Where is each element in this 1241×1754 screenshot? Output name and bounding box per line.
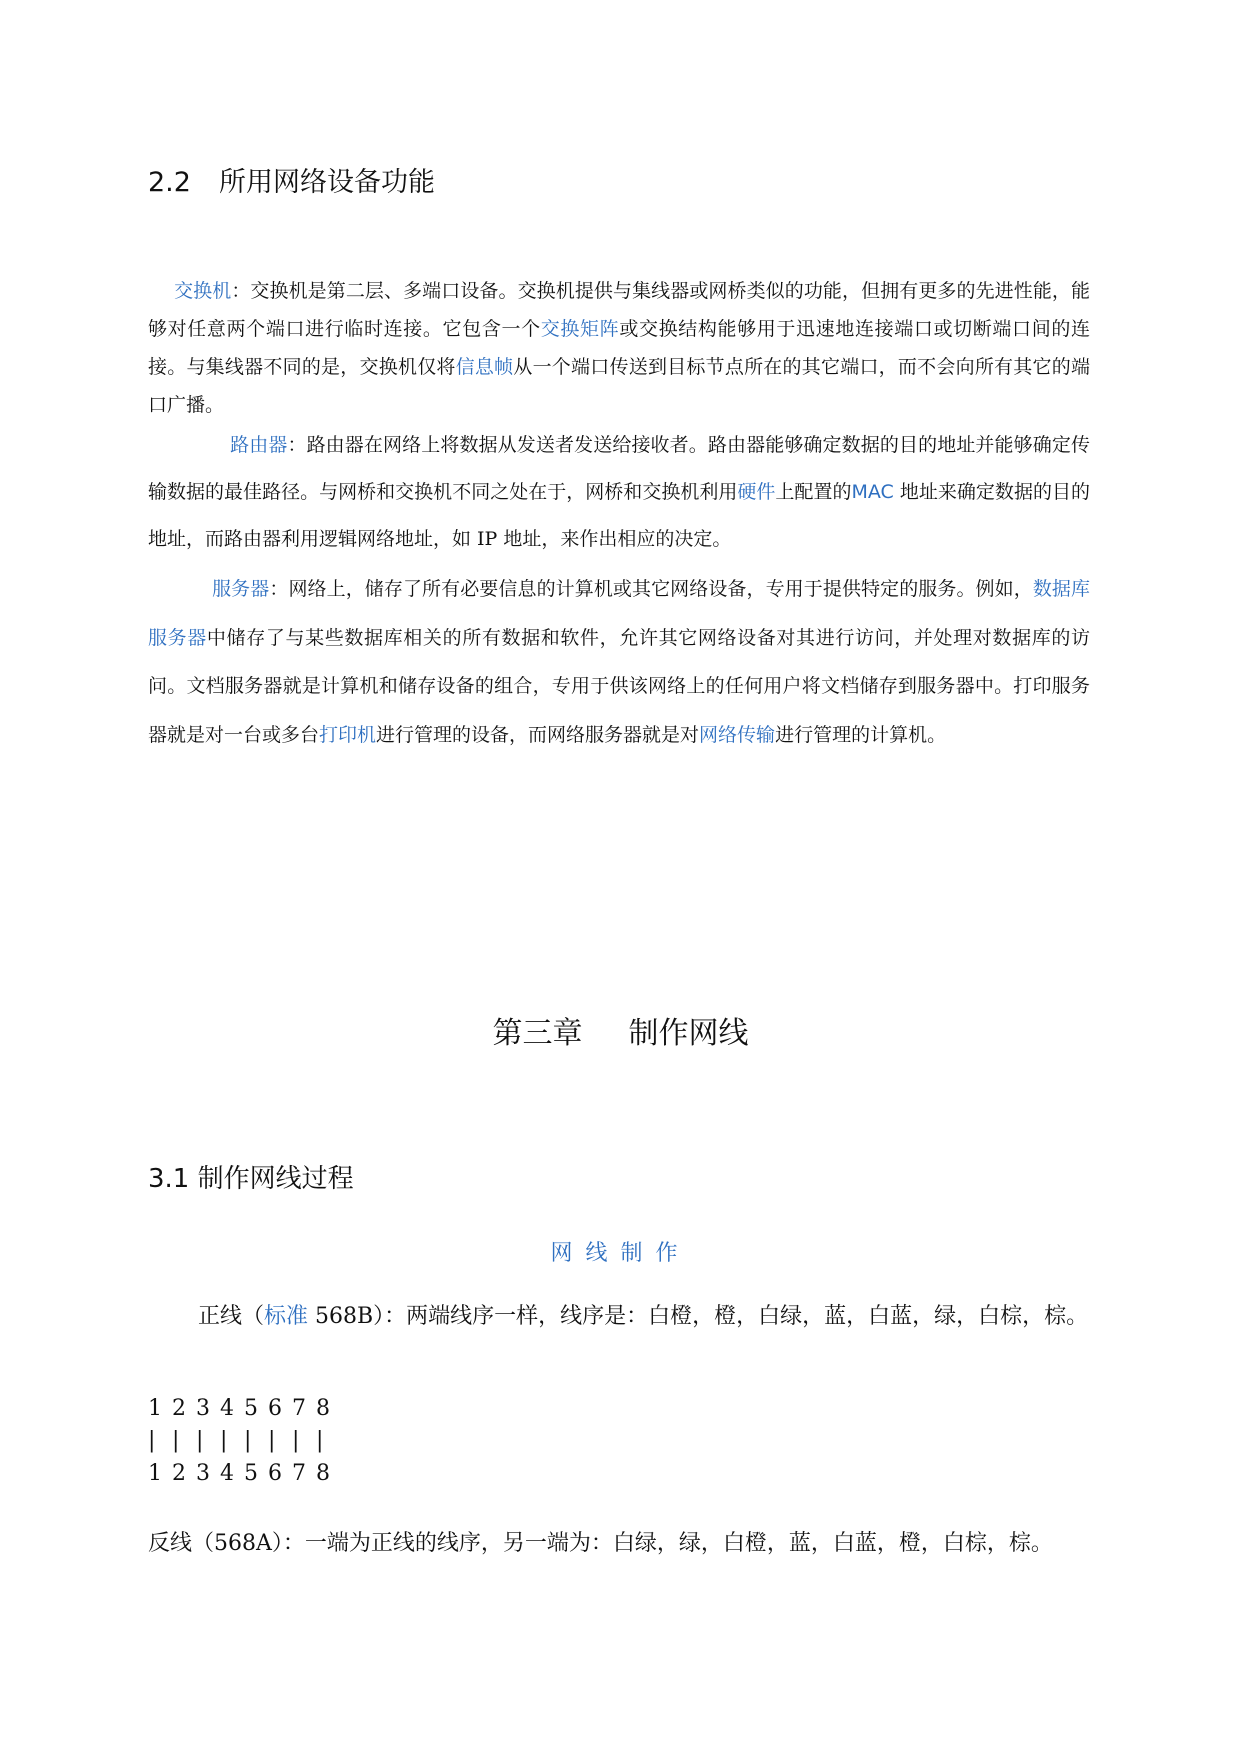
switch-text-3: 从一个端口传送到目标节点所在的其它端口，而不会向所有其它的端口广播。 [148,356,1090,416]
pin-number: 4 [220,1396,234,1421]
database-server-link[interactable]: 数据库服务器 [148,578,1090,649]
section-heading-3-1 [148,1158,354,1195]
switch-text-2: 或交换结构能够用于迅速地连接端口或切断端口间的连接。与集线器不同的是，交换机仅将 [148,318,1090,378]
server-text-2: 中储存了与某些数据库相关的所有数据和软件，允许其它网络设备对其进行访问，并处理对数据库的访问。文档服务器就是计算机和储存设备的组合，专用于供该网络上的任何用户将文档储存到服务器中。打印服务器就是对一台或多台 [148,626,1090,746]
router-text-3: 地址来确定数据的目的地址，而路由器利用逻辑网络地址，如 IP 地址，来作出相应的决定。 [148,481,1090,550]
pin-number: 3 [196,1461,210,1486]
straight-text-1: 正线（ [198,1304,265,1329]
section-title: 所用网络设备功能 [218,167,435,198]
section-heading-2-2 [148,160,435,199]
cross-text-1: 反线（568A）：一端为正线的线序，另一端为：白绿，绿，白橙，蓝，白蓝，橙，白棕，棕。 [148,1531,1053,1556]
pin-number: 7 [292,1396,306,1421]
router-paragraph [148,422,1090,563]
pin-connector: | [220,1428,228,1453]
pin-connector: | [292,1428,300,1453]
pin-number: 2 [172,1461,186,1486]
switch-term-link[interactable]: 交换机 [174,280,232,302]
pin-connector: | [316,1428,324,1453]
server-text-3: 进行管理的设备，而网络服务器就是对 [376,723,700,746]
router-text-1: ：路由器在网络上将数据从发送者发送给接收者。路由器能够确定数据的目的地址并能够确定传输数据的最佳路径。与网桥和交换机不同之处在于，网桥和交换机利用 [148,434,1090,503]
chapter-title: 制作网线 [628,1016,749,1051]
switch-paragraph [148,272,1090,424]
straight-text-2: 568B）：两端线序一样，线序是：白橙，橙，白绿，蓝，白蓝，绿，白棕，棕。 [308,1304,1089,1329]
chapter-heading [0,1008,1241,1052]
server-paragraph [148,565,1090,759]
network-transmission-link[interactable]: 网络传输 [699,723,776,746]
pin-number: 7 [292,1461,306,1486]
router-text-2: 上配置的 [775,481,852,503]
pin-connector: | [196,1428,204,1453]
printer-link[interactable]: 打印机 [319,723,377,746]
chapter-label: 第三章 [492,1016,583,1051]
crossover-cable-paragraph [148,1527,1090,1560]
pin-row-bottom [148,1461,340,1493]
pin-number: 2 [172,1396,186,1421]
pin-number: 8 [316,1396,330,1421]
section-title: 3.1 制作网线过程 [148,1164,354,1194]
standard-link[interactable]: 标准 [264,1304,309,1329]
pin-connector: | [172,1428,180,1453]
pin-number: 5 [244,1396,258,1421]
pin-connector: | [268,1428,276,1453]
server-term-link[interactable]: 服务器 [212,578,270,600]
pin-row-top [148,1396,340,1428]
pin-number: 8 [316,1461,330,1486]
straight-cable-paragraph [148,1300,1090,1333]
server-text-4: 进行管理的计算机。 [775,723,947,746]
switch-matrix-link[interactable]: 交换矩阵 [540,318,620,340]
pin-number: 6 [268,1461,282,1486]
pin-connector: | [244,1428,252,1453]
pin-number: 3 [196,1396,210,1421]
router-term-link[interactable]: 路由器 [230,434,288,456]
hardware-link[interactable]: 硬件 [737,481,776,503]
mac-link[interactable]: MAC [851,481,894,503]
pin-number: 4 [220,1461,234,1486]
pin-number: 1 [148,1396,162,1421]
pin-row-connectors [148,1428,340,1460]
info-frame-link[interactable]: 信息帧 [455,356,514,378]
pin-connector: | [148,1428,156,1453]
center-title: 网线制作 [550,1241,691,1266]
switch-text-1: ：交换机是第二层、多端口设备。交换机提供与集线器或网桥类似的功能，但拥有更多的先进性能，能够对任意两个端口进行临时连接。它包含一个 [148,280,1090,340]
pin-number: 5 [244,1461,258,1486]
section-number: 2.2 [148,167,191,198]
server-text-1: ：网络上，储存了所有必要信息的计算机或其它网络设备，专用于提供特定的服务。例如， [269,578,1033,600]
pin-number: 1 [148,1461,162,1486]
pin-number: 6 [268,1396,282,1421]
